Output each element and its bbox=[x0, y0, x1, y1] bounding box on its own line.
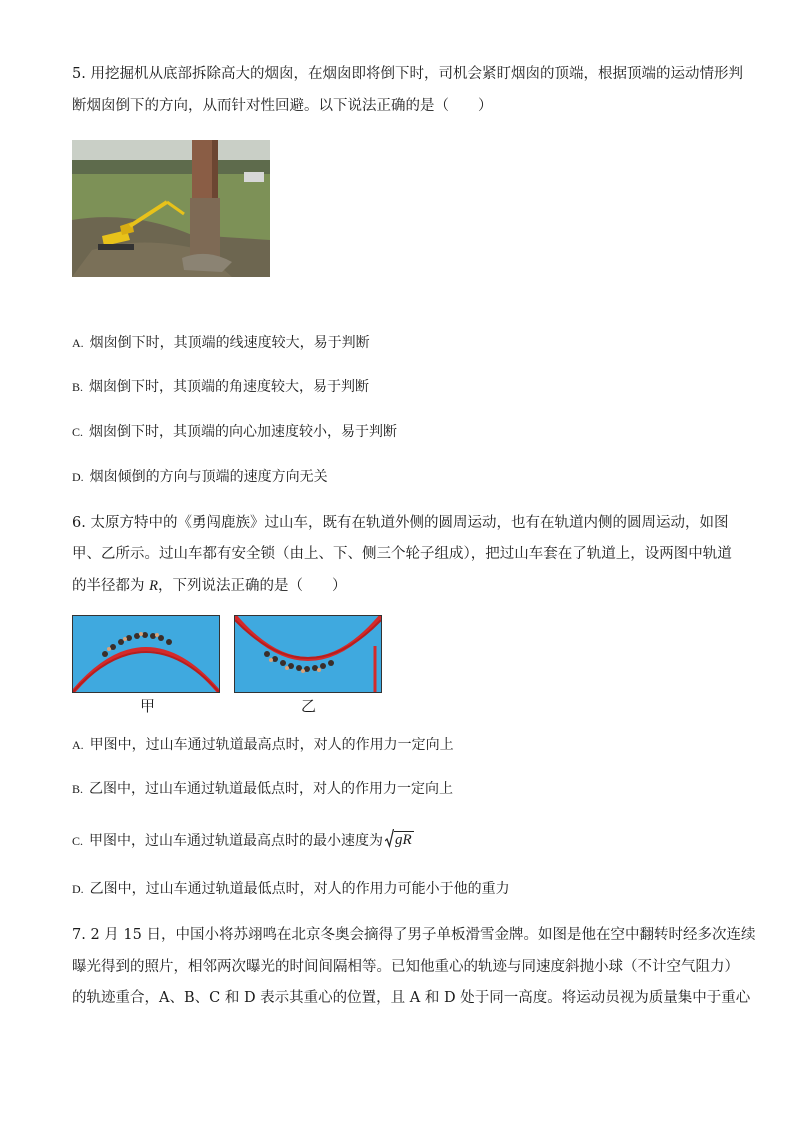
q6-option-a[interactable]: A. 甲图中，过山车通过轨道最高点时，对人的作用力一定向上 bbox=[72, 737, 454, 753]
q6-option-c[interactable]: C. 甲图中，过山车通过轨道最高点时的最小速度为 gR bbox=[72, 829, 414, 851]
coaster-caption-left: 甲 bbox=[140, 697, 156, 715]
q5-option-d[interactable]: D. 烟囱倾倒的方向与顶端的速度方向无关 bbox=[72, 469, 328, 485]
q5-option-c[interactable]: C. 烟囱倒下时，其顶端的向心加速度较小，易于判断 bbox=[72, 424, 398, 440]
q6-option-b[interactable]: B. 乙图中，过山车通过轨道最低点时，对人的作用力一定向上 bbox=[72, 781, 454, 797]
radical-sign-icon bbox=[385, 829, 394, 849]
sqrt-formula: gR bbox=[385, 829, 414, 849]
coaster-figure-right bbox=[234, 615, 382, 693]
q5-stem-line-1: 5. 用挖掘机从底部拆除高大的烟囱，在烟囱即将倒下时，司机会紧盯烟囱的顶端，根据顶端的运动情形判 bbox=[72, 66, 743, 82]
coaster-figure-left bbox=[72, 615, 220, 693]
q7-stem-line-2: 曝光得到的照片，相邻两次曝光的时间间隔相等。已知他重心的轨迹与同速度斜抛小球（不计空气阻力） bbox=[72, 959, 739, 975]
chimney-excavator-photo bbox=[72, 140, 270, 277]
q5-option-b[interactable]: B. 烟囱倒下时，其顶端的角速度较大，易于判断 bbox=[72, 379, 370, 395]
q5-stem-line-2: 断烟囱倒下的方向，从而针对性回避。以下说法正确的是（ ） bbox=[72, 98, 493, 114]
q5-option-a[interactable]: A. 烟囱倒下时，其顶端的线速度较大，易于判断 bbox=[72, 335, 370, 351]
q6-stem-line-2: 甲、乙所示。过山车都有安全锁（由上、下、侧三个轮子组成），把过山车套在了轨道上，设两图中轨道 bbox=[72, 546, 732, 562]
q7-stem-line-3: 的轨迹重合，A、B、C 和 D 表示其重心的位置，且 A 和 D 处于同一高度。将运动员视为质量集中于重心 bbox=[72, 990, 751, 1006]
q6-stem-line-1: 6. 太原方特中的《勇闯鹿族》过山车，既有在轨道外侧的圆周运动，也有在轨道内侧的圆周运动，如图 bbox=[72, 515, 729, 531]
q7-stem-line-1: 7. 2 月 15 日，中国小将苏翊鸣在北京冬奥会摘得了男子单板滑雪金牌。如图是他在空中翻转时经多次连续 bbox=[72, 927, 756, 943]
q6-option-d[interactable]: D. 乙图中，过山车通过轨道最低点时，对人的作用力可能小于他的重力 bbox=[72, 881, 510, 897]
q6-stem-line-3: 的半径都为 R，下列说法正确的是（ ） bbox=[72, 578, 347, 594]
coaster-caption-right: 乙 bbox=[301, 697, 317, 715]
